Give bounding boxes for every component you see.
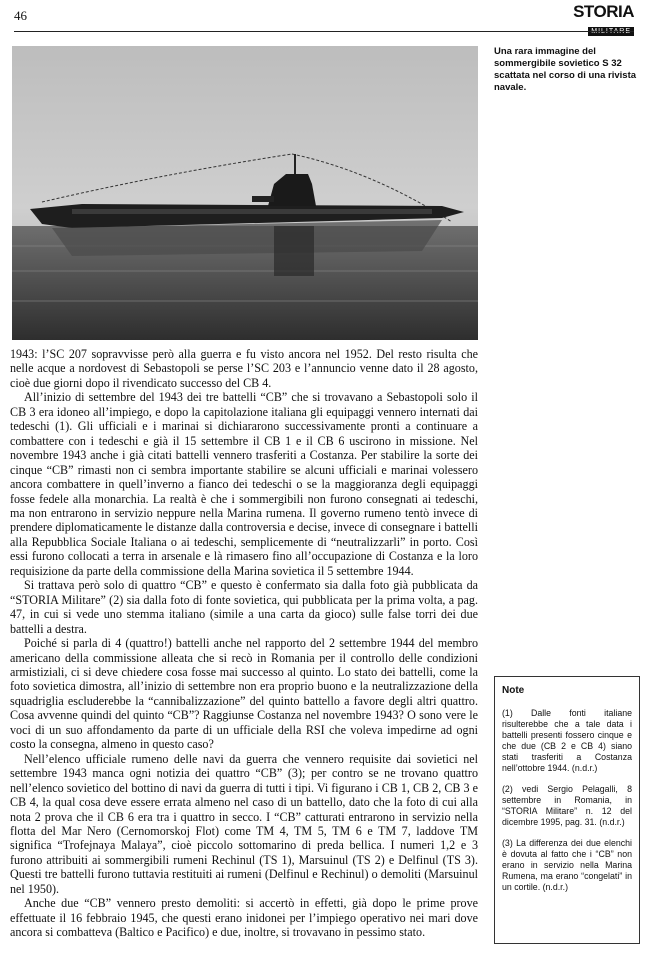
- note-item: (1) Dalle fonti italiane risulterebbe che a tale data i battelli presenti fossero cinque e che due (CB 2 e CB 4) siano stati trasferiti a Costanza nell’ottobre 1944. (n.d.r.): [502, 708, 632, 773]
- notes-title: Note: [502, 685, 525, 696]
- paragraph: Si trattava però solo di quattro “CB” e questo è confermato sia dalla foto già pubblicata da “STORIA Militare” (2) sia dalla foto di fonte sovietica, qui pubblicata per la prima volta, a pag. 47, in cui si vede uno stemma italiano (simile a una carta da gioco) sulle false torri dei due battelli a destra.: [10, 578, 478, 636]
- submarine-photo-illustration: [12, 46, 478, 340]
- paragraph: 1943: l’SC 207 sopravvisse però alla guerra e fu visto ancora nel 1952. Del resto risulta che nelle acque a nordovest di Sebastopoli se perse l’SC 203 e l’annuncio venne dato il 28 agosto, cioè due giorni dopo il rivendicato successo del CB 4.: [10, 347, 478, 390]
- magazine-logo: [558, 4, 634, 38]
- photo-caption: Una rara immagine del sommergibile sovietico S 32 scattata nel corso di una rivista navale.: [494, 46, 637, 93]
- submarine-photo: [12, 46, 478, 340]
- note-item: (2) vedi Sergio Pelagalli, 8 settembre in Romania, in “STORIA Militare” n. 12 del dicembre 1995, pag. 31. (n.d.r.): [502, 784, 632, 827]
- paragraph: Poiché si parla di 4 (quattro!) battelli anche nel rapporto del 2 settembre 1944 del membro americano della commissione alleata che si recò in Romania per il controllo delle condizioni armistiziali, ci si deve chiedere cosa fosse mai successo al quinto. Lo stato dei battelli, come la foto sovietica dimostra, all’inizio di settembre non era proprio buono e la neutralizzazione della squadriglia escluderebbe la “cannibalizzazione” del quinto battello a favore degli altri quattro. Cosa avvenne quindi del quinto “CB”? Raggiunse Costanza nel novembre 1943? O sono vere le voci di un suo affondamento da parte di un ufficiale della RSI che voleva impedirne ad ogni costo la consegna, almeno in questo caso?: [10, 636, 478, 752]
- article-body: [10, 347, 478, 940]
- notes-box: [494, 676, 640, 944]
- note-item: (3) La differenza dei due elenchi è dovuta al fatto che i “CB” non erano in servizio nella Marina Rumena, ma erano “congelati” in un cortile. (n.d.r.): [502, 838, 632, 892]
- paragraph: Anche due “CB” vennero presto demoliti: si accertò in effetti, già dopo le prime prove effettuate il 16 febbraio 1945, che questi erano inidonei per l’impiego operativo nei mari dove ancora si combatteva (Baltico e Pacifico) e due, inoltre, si trovavano in pessimo stato.: [10, 896, 478, 940]
- page-number: 46: [14, 8, 27, 23]
- logo-title: STORIA: [573, 2, 634, 21]
- paragraph: All’inizio di settembre del 1943 dei tre battelli “CB” che si trovavano a Sebastopoli solo il CB 3 era idoneo all’impiego, e dopo la capitolazione italiana gli equipaggi vennero internati dai tedeschi (1). Gli ufficiali e i marinai si dichiararono successivamente pronti a continuare a combattere con i tedeschi e già il 15 settembre il CB 1 e il CB 6 uscirono in missione. Nel novembre 1943 anche i già citati battelli vennero trasferiti a Costanza. Per stabilire la sorte dei cinque “CB” rimasti non ci sembra importante stabilire se alcuni ufficiali e marinai volessero ancora combattere in quell’inverno a fianco dei tedeschi o se la maggioranza degli equipaggi fosse fedele alla monarchia. La realtà è che i sommergibili non furono consegnati ai tedeschi, ma non entrarono in servizio neppure nella Marina rumena. Il governo rumeno tentò invece di prendere diplomaticamente le distanze dalla controversia e decise, invece di consegnare i battelli alla Repubblica Sociale Italiana o ai tedeschi, semplicemente di “neutralizzarli” in porto. Così essi furono collocati a terra in arsenale e là rimasero fino all’occupazione di Costanza e la loro requisizione da parte della commissione della Marina sovietica il 5 settembre 1944.: [10, 390, 478, 578]
- header-rule: [14, 31, 634, 32]
- paragraph: Nell’elenco ufficiale rumeno delle navi da guerra che vennero requisite dai sovietici nel settembre 1943 manca ogni notizia dei quattro “CB” (3); per contro se ne trovano quattro nell’elenco sovietico del bottino di navi da guerra di tutti i tipi. Vi figurano i CB 1, CB 2, CB 3 e CB 4, la qual cosa deve essere errata almeno nel caso di un battello, dato che la foto di cui alla nota 2 prova che il CB 6 era tra i quattro in secco. I “CB” catturati entrarono in servizio nella flotta del Mar Nero (Cernomorskoj Flot) come TM 4, TM 5, TM 6 e TM 7, laddove TM significa “Trofejnaya Malaya”, cioè piccolo sottomarino di preda bellica. I numeri 1,2 e 3 furono attribuiti ai sommergibili rumeni Rechinul (TS 1), Marsuinul (TS 2) e Delfinul (TS 3). Questi tre battelli furono tuttavia restituiti ai rumeni (Delfinul e Rechinul) o demoliti (Marsuinul nel 1950).: [10, 751, 478, 896]
